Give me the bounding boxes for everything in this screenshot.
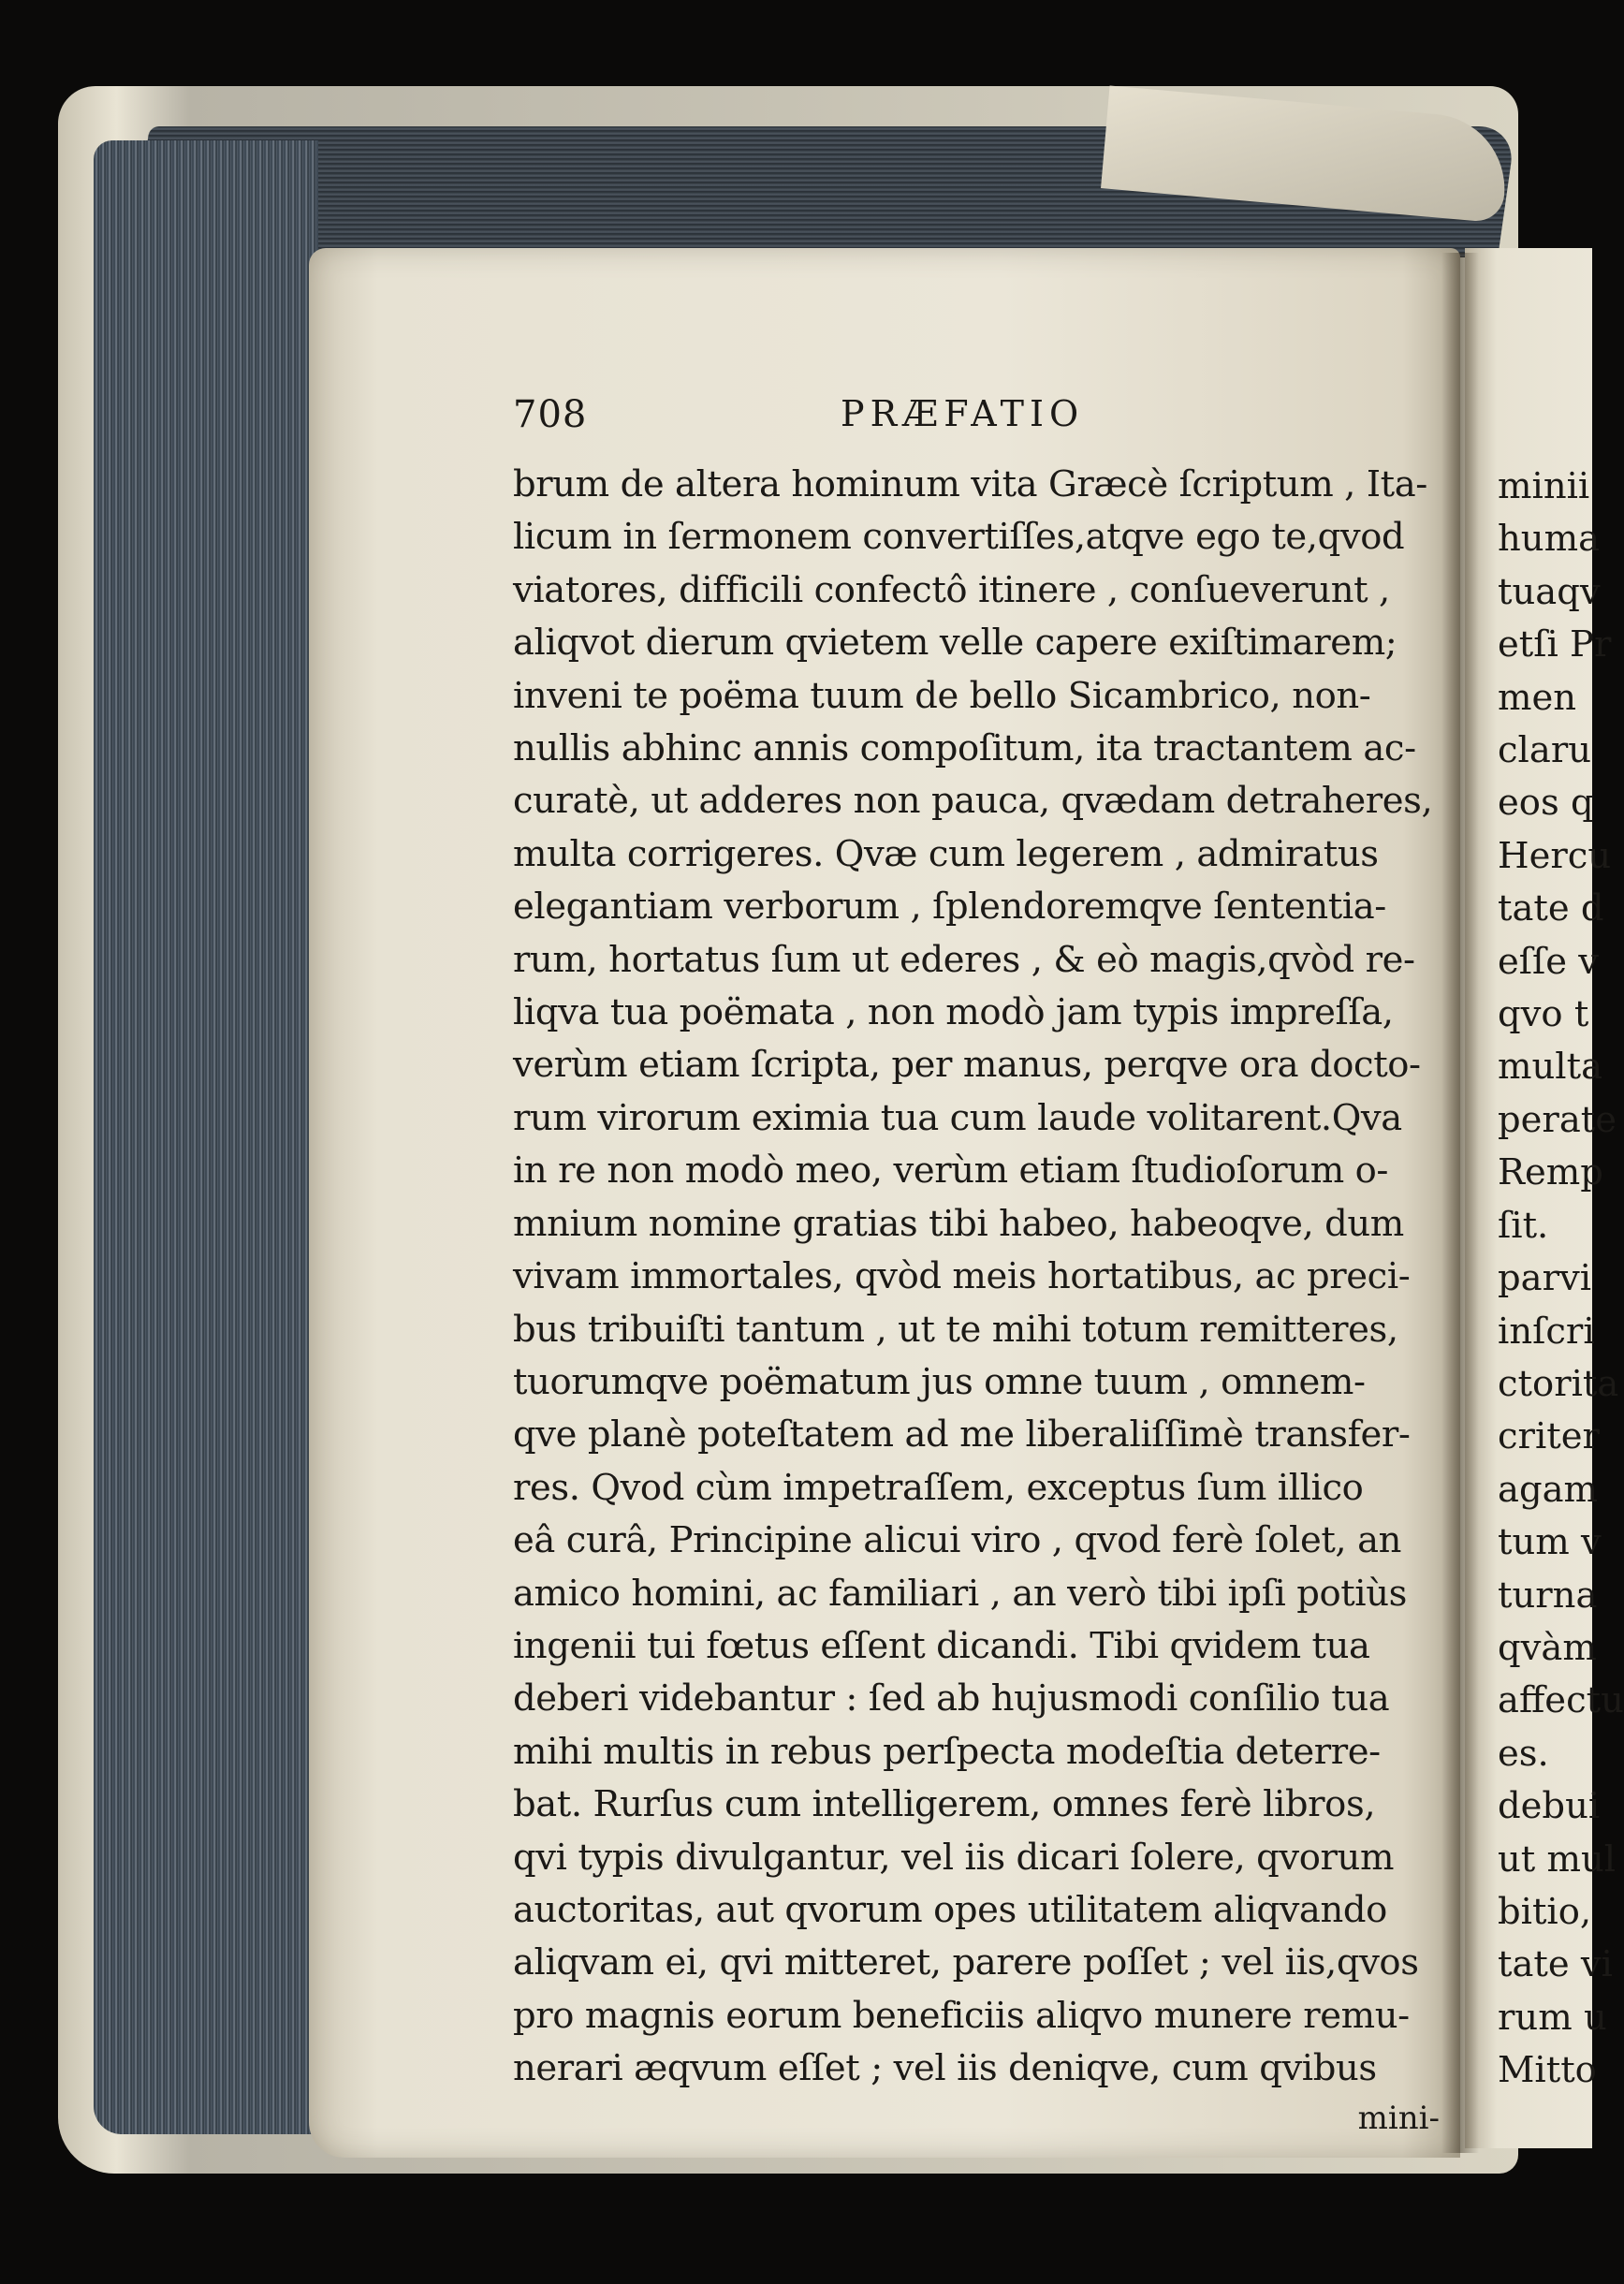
text-line-fragment: qvo t xyxy=(1498,993,1589,1036)
text-line: rum, hortatus ſum ut ederes , & eò magis,qvòd re- xyxy=(513,938,1415,981)
text-line-fragment: minii xyxy=(1498,465,1590,507)
text-line: bus tribuiſti tantum , ut te mihi totum remitteres, xyxy=(513,1308,1398,1351)
text-line: vivam immortales, qvòd meis hortatibus, ac preci- xyxy=(513,1255,1411,1298)
text-line-fragment: affectu xyxy=(1498,1679,1624,1722)
text-line-fragment: Hercu xyxy=(1498,834,1612,877)
text-line-fragment: tate vi xyxy=(1498,1943,1613,1986)
text-line-fragment: qvàm xyxy=(1498,1626,1597,1669)
text-line: nerari æqvum eſſet ; vel iis deniqve, cum qvibus xyxy=(513,2047,1377,2090)
text-line-fragment: ctorita xyxy=(1498,1362,1619,1405)
text-line: qvi typis divulgantur, vel iis dicari ſolere, qvorum xyxy=(513,1836,1395,1879)
text-line: viatores, difficili confectô itinere , conſueverunt , xyxy=(513,568,1390,611)
text-line: eâ curâ, Principine alicui viro , qvod ferè ſolet, an xyxy=(513,1519,1402,1562)
text-line: deberi videbantur : ſed ab hujusmodi conſilio tua xyxy=(513,1677,1390,1720)
text-line: nullis abhinc annis compoſitum, ita tractantem ac- xyxy=(513,727,1416,770)
running-title: PRÆFATIO xyxy=(841,393,1085,434)
text-line-fragment: bitio, xyxy=(1498,1890,1592,1933)
text-line: mihi multis in rebus perſpecta modeſtia deterre- xyxy=(513,1730,1381,1773)
text-line: inveni te poëma tuum de bello Sicambrico, non- xyxy=(513,674,1371,717)
text-line: ingenii tui fœtus eſſent dicandi. Tibi qvidem tua xyxy=(513,1624,1370,1667)
text-line-fragment: Mitto xyxy=(1498,2049,1597,2092)
text-line: aliqvam ei, qvi mitteret, parere poſſet ; vel iis,qvos xyxy=(513,1941,1419,1984)
text-line-fragment: criter xyxy=(1498,1415,1600,1458)
page-block-fore-edge xyxy=(94,140,318,2134)
text-line-fragment: parvi xyxy=(1498,1257,1592,1300)
text-line-fragment: inſcri xyxy=(1498,1310,1595,1353)
text-line: licum in ſermonem convertiſſes,atqve ego te,qvod xyxy=(513,516,1405,559)
catchword: mini- xyxy=(1357,2099,1440,2137)
text-line: curatè, ut adderes non pauca, qvædam detraheres, xyxy=(513,780,1433,823)
text-line: in re non modò meo, verùm etiam ſtudioſorum o- xyxy=(513,1149,1389,1193)
text-line: elegantiam verborum , ſplendoremqve ſententia- xyxy=(513,886,1386,929)
text-line: rum virorum eximia tua cum laude volitarent.Qva xyxy=(513,1096,1402,1139)
text-line: auctoritas, aut qvorum opes utilitatem aliqvando xyxy=(513,1888,1387,1931)
text-line-fragment: multa xyxy=(1498,1046,1603,1089)
text-line-fragment: ſit. xyxy=(1498,1204,1549,1247)
text-line-fragment: tum v xyxy=(1498,1521,1602,1564)
text-line-fragment: es. xyxy=(1498,1732,1549,1775)
text-line-fragment: etſi Pr xyxy=(1498,623,1612,666)
text-line: liqva tua poëmata , non modò jam typis impreſſa, xyxy=(513,991,1394,1034)
right-body-text xyxy=(1498,461,1624,2098)
body-text xyxy=(513,459,1449,2096)
text-line-fragment: men xyxy=(1498,676,1577,719)
text-line-fragment: agam xyxy=(1498,1468,1599,1511)
text-line-fragment: eos q xyxy=(1498,782,1594,825)
text-line-fragment: perate xyxy=(1498,1098,1617,1141)
page-header xyxy=(513,393,1449,459)
text-line-fragment: tate d xyxy=(1498,887,1604,930)
text-line-fragment: debui xyxy=(1498,1785,1601,1828)
page-number: 708 xyxy=(513,393,588,436)
text-line: pro magnis eorum beneficiis aliqvo munere remu- xyxy=(513,1994,1410,2037)
text-line: aliqvot dierum qvietem velle capere exiſtimarem; xyxy=(513,622,1397,665)
text-line-fragment: ut mul xyxy=(1498,1837,1617,1881)
text-line-fragment: rum u xyxy=(1498,1996,1607,2039)
left-page-text xyxy=(513,393,1449,2141)
right-page-text-fragment xyxy=(1498,461,1624,2098)
text-line-fragment: tuaqv xyxy=(1498,570,1601,613)
text-line-fragment: eſſe v xyxy=(1498,940,1600,983)
text-line: verùm etiam ſcripta, per manus, perqve ora docto- xyxy=(513,1044,1421,1087)
text-line-fragment: Remp xyxy=(1498,1151,1603,1194)
text-line: mnium nomine gratias tibi habeo, habeoqve, dum xyxy=(513,1202,1404,1245)
text-line: amico homini, ac familiari , an verò tibi ipſi potiùs xyxy=(513,1572,1407,1615)
text-line-fragment: claru xyxy=(1498,729,1592,772)
text-line: brum de altera hominum vita Græcè ſcriptum , Ita- xyxy=(513,463,1427,505)
text-line-fragment: huma xyxy=(1498,518,1601,561)
text-line: multa corrigeres. Qvæ cum legerem , admiratus xyxy=(513,832,1379,875)
text-line: tuorumqve poëmatum jus omne tuum , omnem- xyxy=(513,1360,1366,1403)
text-line: qve planè poteſtatem ad me liberaliſſimè transfer- xyxy=(513,1413,1411,1457)
text-line: res. Qvod cùm impetraſſem, exceptus ſum illico xyxy=(513,1466,1364,1509)
text-line: bat. Rurſus cum intelligerem, omnes ferè libros, xyxy=(513,1783,1376,1826)
text-line-fragment: turna xyxy=(1498,1574,1598,1617)
